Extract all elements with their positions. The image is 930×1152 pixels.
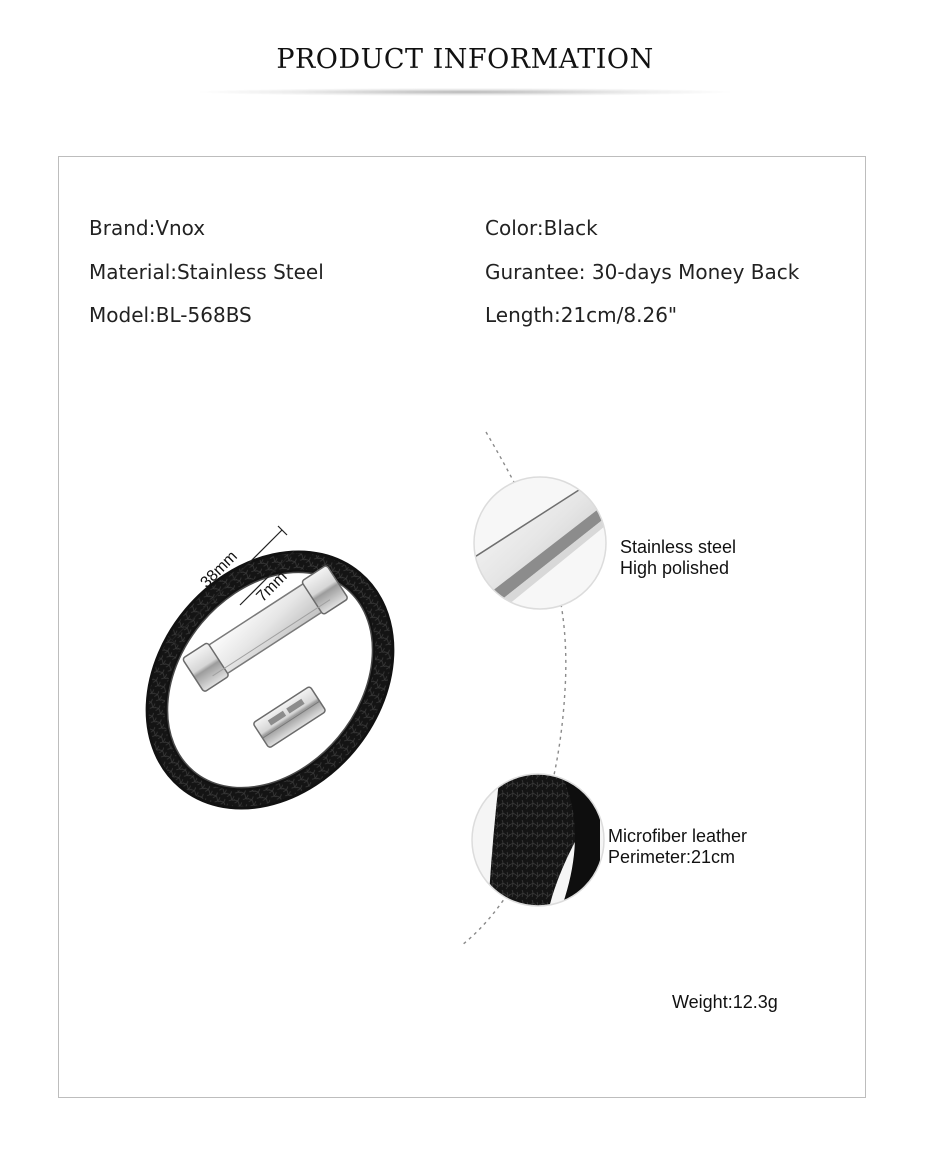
weight-label: Weight:12.3g (672, 992, 778, 1012)
spec-model: Model:BL-568BS (89, 303, 252, 327)
dimension-length-label: 38mm (197, 547, 241, 592)
steel-detail-circle (470, 470, 610, 618)
leather-callout-line1: Microfiber leather (608, 826, 748, 846)
spec-guarantee: Gurantee: 30-days Money Back (485, 260, 800, 284)
leather-detail-circle (470, 772, 610, 912)
spec-brand: Brand:Vnox (89, 216, 206, 240)
steel-callout-line1: Stainless steel (620, 537, 737, 557)
dimension-width-label: 7mm (253, 568, 291, 606)
leather-callout-line2: Perimeter:21cm (608, 847, 736, 867)
spec-color: Color:Black (485, 216, 598, 240)
steel-callout-line2: High polished (620, 558, 730, 578)
page-title: PRODUCT INFORMATION (276, 44, 654, 75)
bracelet-image (110, 516, 430, 844)
spec-length: Length:21cm/8.26" (485, 303, 678, 327)
spec-material: Material:Stainless Steel (89, 260, 324, 284)
